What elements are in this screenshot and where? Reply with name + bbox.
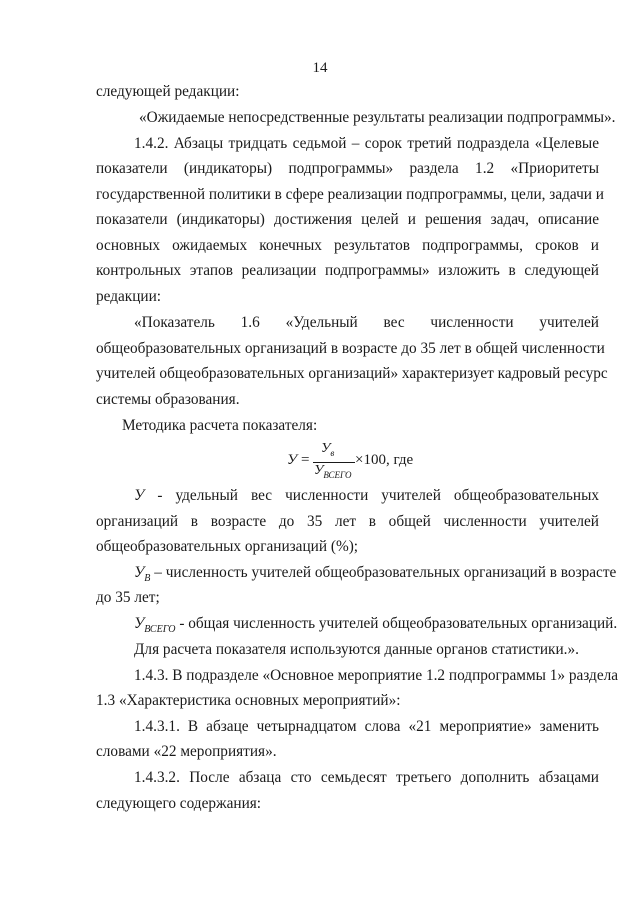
text-line: 1.3 «Характеристика основных мероприятий»: [96,692,401,709]
formula-tail: ×100, где [355,452,414,468]
text-line: «Показатель 1.6 «Удельный вес численности учителей [134,314,599,331]
text-line: следующего содержания: [96,795,262,812]
text-line: следующей редакции: [96,83,240,100]
formula-equals: = [301,452,310,468]
text-line: общеобразовательных организаций (%); [96,538,359,555]
text-line: основных ожидаемых конечных результатов подпрограммы, сроков и [96,237,599,254]
text-line: редакции: [96,288,162,305]
text-line: $У_В$ – численность учителей общеобразовательных организаций в возрасте [134,564,617,585]
text-line: показатели (индикаторы) подпрограммы» раздела 1.2 «Приоритеты [96,160,599,177]
text-line: до 35 лет; [96,589,160,606]
text-line: общеобразовательных организаций в возрасте до 35 лет в общей численности [96,340,605,357]
text-line: 1.4.2. Абзацы тридцать седьмой – сорок третий подраздела «Целевые [134,135,599,152]
text-line: учителей общеобразовательных организаций» характеризует кадровый ресурс [96,365,608,382]
text-line: 1.4.3. В подразделе «Основное мероприятие 1.2 подпрограммы 1» раздела [134,667,619,684]
text-line: контрольных этапов реализации подпрограммы» изложить в следующей [96,262,599,279]
text-line: показатели (индикаторы) достижения целей и решения задач, описание [96,211,599,228]
page-number: 14 [312,60,328,76]
text-line: $У_{ВСЕГО}$ - общая численность учителей общеобразовательных организаций. [134,615,618,636]
text-line: системы образования. [96,391,240,408]
text-line: организаций в возрасте до 35 лет в общей численности учителей [96,513,599,530]
formula-lhs: У [287,452,298,468]
formula-denominator: $У_{ВСЕГО}$ [314,463,352,480]
text-line: «Ожидаемые непосредственные результаты реализации подпрограммы». [139,109,616,126]
text-line: словами «22 мероприятия». [96,743,277,760]
formula-numerator: $У_в$ [321,441,335,458]
text-line: Методика расчета показателя: [122,417,318,434]
text-line: 1.4.3.1. В абзаце четырнадцатом слова «21 мероприятие» заменить [134,718,599,735]
text-line: У - удельный вес численности учителей общеобразовательных [134,487,599,504]
text-line: государственной политики в сфере реализации подпрограммы, цели, задачи и [96,186,604,203]
text-line: Для расчета показателя используются данные органов статистики.». [134,641,579,658]
formula [287,441,487,481]
text-line: 1.4.3.2. После абзаца сто семьдесят третьего дополнить абзацами [134,769,599,786]
